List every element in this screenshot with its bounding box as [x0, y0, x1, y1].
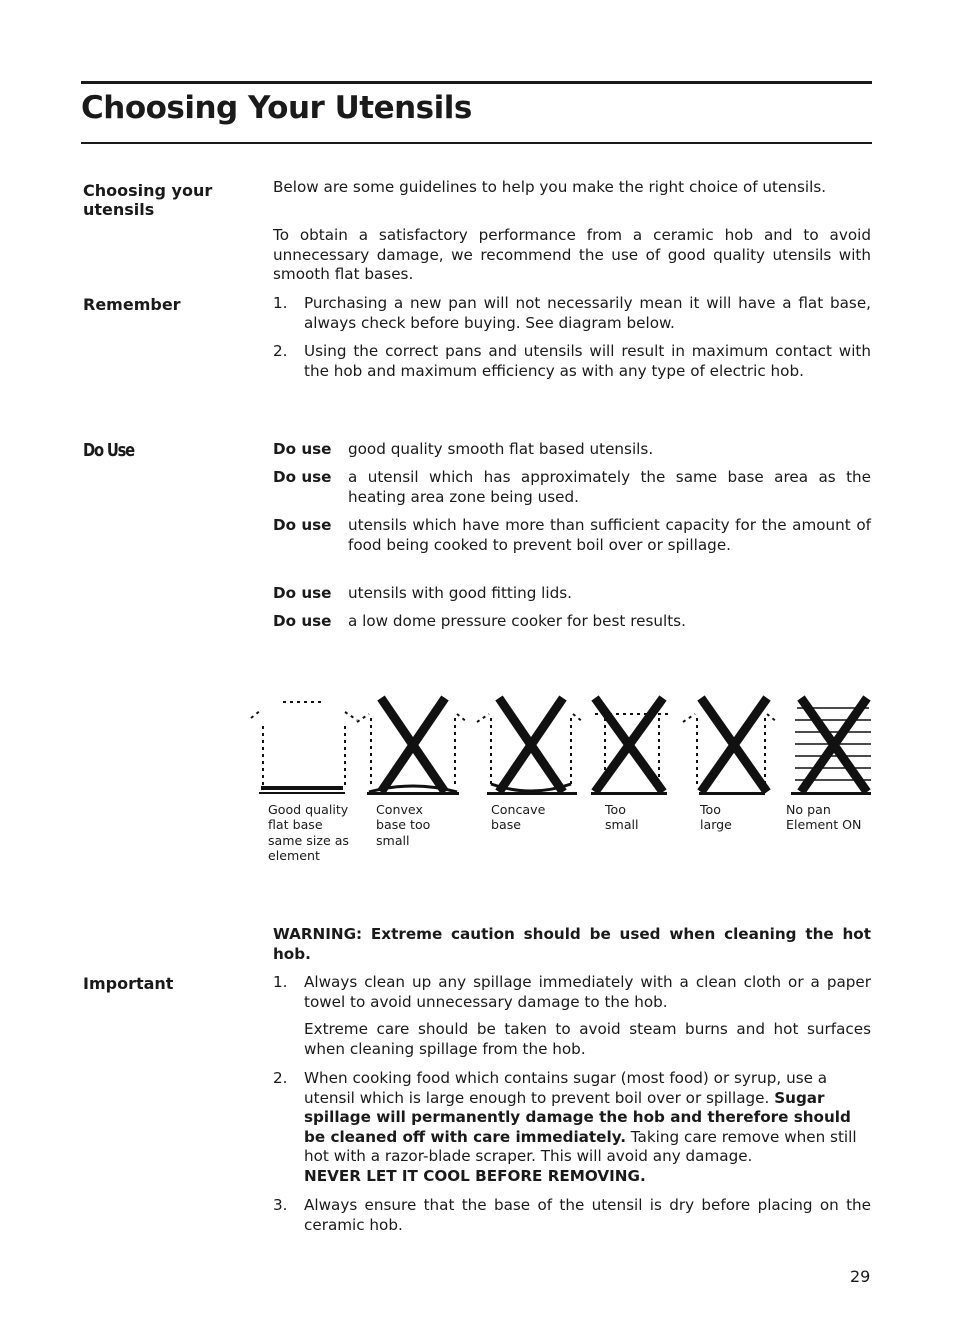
caption-line: Too — [700, 802, 721, 817]
pan-too-small — [591, 698, 669, 795]
important-item-2 — [273, 1069, 871, 1187]
do-use-item — [273, 440, 871, 460]
item-text: Always ensure that the base of the utensil is dry before placing on the ceramic hob. — [304, 1196, 871, 1234]
caption-line: element — [268, 848, 320, 864]
do-use-item — [273, 468, 871, 507]
item-text — [304, 1069, 871, 1187]
remember-item — [273, 294, 871, 333]
caption-convex — [376, 802, 430, 848]
item-text: Always clean up any spillage immediately with a clean cloth or a paper towel to avoid unnecessary damage to the hob. — [304, 973, 871, 1011]
do-use-item — [273, 612, 871, 632]
caption-line: Convex — [376, 802, 423, 817]
pan-concave-base — [477, 698, 583, 795]
important-item-3 — [273, 1196, 871, 1235]
pan-convex-base — [357, 698, 467, 795]
no-pan-element-on — [791, 698, 871, 795]
caption-line: small — [605, 817, 639, 833]
caption-line: large — [700, 817, 732, 833]
caption-line: Concave — [491, 802, 546, 817]
caption-no-pan — [786, 802, 861, 833]
caption-line: small — [376, 832, 410, 848]
side-heading-choosing: Choosing your utensils — [83, 181, 213, 219]
caption-concave — [491, 802, 545, 833]
caption-too-small — [605, 802, 639, 833]
important-item-1 — [273, 973, 871, 1059]
item-text: Using the correct pans and utensils will result in maximum contact with the hob and maximum efficiency as with any type of electric hob. — [304, 342, 871, 380]
caption-good-quality — [268, 802, 349, 864]
page-number: 29 — [850, 1267, 871, 1286]
item-text-plain: When cooking food which contains sugar (most food) or syrup, use a utensil which is large enough to prevent boil over or spillage. — [304, 1069, 828, 1107]
title-rule-bottom — [81, 142, 872, 144]
item-number: 1. — [273, 973, 288, 991]
do-use-label: Do use — [273, 612, 332, 630]
item-text: Purchasing a new pan will not necessarily mean it will have a flat base, always check before buying. See diagram below. — [304, 294, 871, 332]
warning-paragraph: WARNING: Extreme caution should be used when cleaning the hot hob. — [273, 925, 871, 963]
obtain-paragraph: To obtain a satisfactory performance from a ceramic hob and to avoid unnecessary damage, we recommend the use of good quality utensils with smooth flat bases. — [273, 226, 871, 284]
do-use-label: Do use — [273, 584, 332, 602]
item-text-plain: Taking care remove when still hot with a razor-blade scraper. This will avoid any damage. — [304, 1127, 857, 1166]
caption-line: same size as — [268, 832, 349, 848]
do-use-text: a low dome pressure cooker for best results. — [348, 612, 686, 630]
do-use-text: utensils which have more than sufficient capacity for the amount of food being cooked to prevent boil over or spillage. — [348, 516, 871, 554]
caption-line: Element ON — [786, 817, 862, 833]
side-heading-remember: Remember — [83, 295, 181, 314]
item-text-bold: Sugar spillage will permanently damage the hob and therefore should be cleaned off with care immediately. — [304, 1088, 851, 1146]
intro-paragraph: Below are some guidelines to help you make the right choice of utensils. — [273, 178, 827, 196]
remember-item — [273, 342, 871, 381]
side-heading-important: Important — [83, 974, 174, 993]
caption-line: Good quality — [268, 802, 349, 817]
caption-line: flat base — [268, 817, 323, 833]
caption-line: Too — [605, 802, 626, 817]
side-heading-do-use: Do Use — [83, 440, 134, 461]
title-rule-top — [81, 81, 872, 84]
do-use-label: Do use — [273, 468, 332, 486]
do-use-item — [273, 584, 871, 604]
caption-line: base — [491, 817, 522, 833]
pan-too-large — [683, 698, 777, 795]
do-use-text: good quality smooth flat based utensils. — [348, 440, 654, 458]
item-number: 2. — [273, 1069, 288, 1087]
item-number: 3. — [273, 1196, 288, 1214]
caption-line: No pan — [786, 802, 831, 817]
do-use-text: a utensil which has approximately the same base area as the heating area zone being used. — [348, 468, 871, 506]
caption-too-large — [700, 802, 732, 833]
do-use-item — [273, 516, 871, 555]
item-text-caps: NEVER LET IT COOL BEFORE REMOVING. — [304, 1166, 646, 1185]
item-number: 2. — [273, 342, 288, 360]
item-number: 1. — [273, 294, 288, 312]
caption-line: base too — [376, 817, 431, 833]
do-use-label: Do use — [273, 516, 332, 534]
pan-good-flat-base — [251, 702, 357, 794]
page-title: Choosing Your Utensils — [81, 90, 472, 126]
do-use-label: Do use — [273, 440, 332, 458]
item-extra-text: Extreme care should be taken to avoid steam burns and hot surfaces when cleaning spillage from the hob. — [304, 1020, 871, 1058]
do-use-text: utensils with good fitting lids. — [348, 584, 572, 602]
